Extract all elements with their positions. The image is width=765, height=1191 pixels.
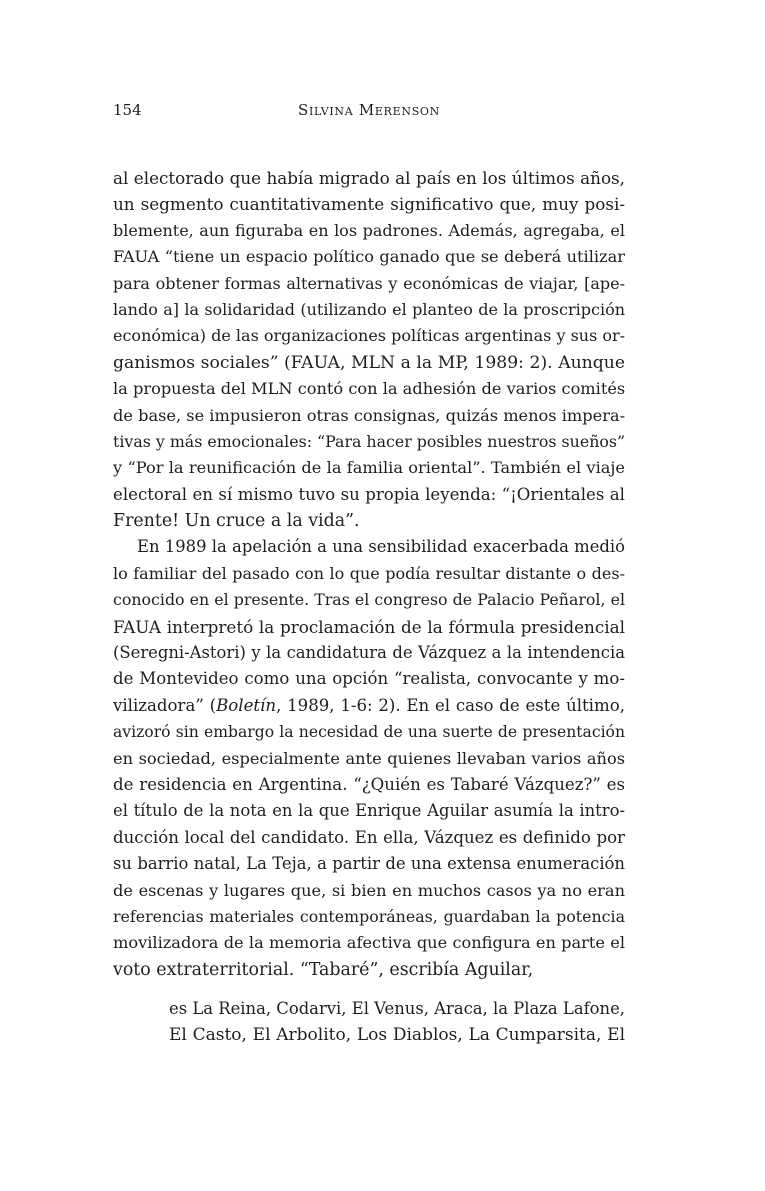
text-line	[113, 666, 625, 692]
text-segment: El Casto, El Arbolito, Los Diablos, La Cumparsita, El	[169, 1025, 625, 1046]
text-segment: de Montevideo como una opción “realista, convocante y mo-	[113, 669, 625, 689]
text-segment: es La Reina, Codarvi, El Venus, Araca, la Plaza Lafone,	[169, 999, 625, 1018]
text-segment: En 1989 la apelación a una sensibilidad exacerbada medió	[137, 537, 625, 557]
text-line	[113, 561, 625, 587]
text-line	[113, 719, 625, 745]
text-segment: de escenas y lugares que, si bien en muchos casos ya no eran	[113, 880, 625, 900]
text-segment: tivas y más emocionales: “Para hacer posibles nuestros sueños”	[113, 431, 626, 451]
text-segment: el título de la nota en la que Enrique Aguilar asumía la intro-	[113, 801, 625, 821]
text-segment: para obtener formas alternativas y económicas de viajar, [ape-	[113, 273, 625, 293]
text-line	[113, 455, 625, 481]
text-segment: referencias materiales contemporáneas, guardaban la potencia	[113, 906, 625, 926]
text-line	[113, 376, 625, 402]
text-line	[113, 904, 625, 930]
text-line	[113, 825, 625, 851]
text-line	[113, 957, 625, 983]
text-line	[113, 508, 625, 534]
text-segment: movilizadora de la memoria afectiva que configura en parte el	[113, 933, 625, 953]
text-segment: FAUA “tiene un espacio político ganado que se deberá utilizar	[113, 247, 625, 267]
text-segment: lo familiar del pasado con lo que podía resultar distante o des-	[113, 563, 625, 583]
text-segment: un segmento cuantitativamente significativo que, muy posi-	[113, 194, 625, 215]
text-segment: (Seregni-Astori) y la candidatura de Vázquez a la intendencia	[113, 643, 625, 663]
text-segment: en sociedad, especialmente ante quienes llevaban varios años	[113, 748, 625, 768]
text-line	[113, 772, 625, 798]
text-line	[113, 191, 625, 217]
text-line	[113, 693, 625, 719]
text-line	[113, 482, 625, 508]
text-segment: de residencia en Argentina. “¿Quién es Tabaré Vázquez?” es	[113, 774, 625, 794]
text-line	[113, 271, 625, 297]
text-line	[113, 878, 625, 904]
text-segment: y “Por la reunificación de la familia oriental”. También el viaje	[113, 458, 625, 478]
block-quote	[169, 996, 625, 1049]
text-segment: ducción local del candidato. En ella, Vázquez es definido por	[113, 827, 625, 847]
text-segment: conocido en el presente. Tras el congreso de Palacio Peñarol, el	[113, 590, 625, 610]
text-line	[113, 323, 625, 349]
running-head: Silvina Merenson	[298, 101, 440, 119]
text-segment: , 1989, 1-6: 2). En el caso de este último,	[276, 695, 625, 715]
text-segment: económica) de las organizaciones políticas argentinas y sus or-	[113, 326, 626, 346]
text-segment: electoral en sí mismo tuvo su propia leyenda: “¡Orientales al	[113, 484, 625, 504]
page-number: 154	[113, 101, 142, 119]
text-segment: Frente! Un cruce a la vida”.	[113, 511, 360, 532]
page-header	[113, 100, 625, 122]
text-line	[113, 587, 625, 613]
text-segment: la propuesta del MLN contó con la adhesión de varios comités	[113, 379, 626, 399]
text-segment: vilizadora” (	[113, 695, 217, 715]
body-text	[113, 165, 625, 983]
text-segment: al electorado que había migrado al país en los últimos años,	[113, 168, 625, 188]
text-line	[113, 798, 625, 824]
text-line	[113, 165, 625, 191]
text-line	[113, 614, 625, 640]
text-line	[113, 429, 625, 455]
quote-line	[169, 1022, 625, 1048]
text-segment: avizoró sin embargo la necesidad de una suerte de presentación	[113, 723, 625, 742]
text-line	[113, 746, 625, 772]
text-line	[113, 930, 625, 956]
text-segment: blemente, aun figuraba en los padrones. Además, agregaba, el	[113, 220, 625, 240]
text-line	[113, 244, 625, 270]
text-segment: de base, se impusieron otras consignas, quizás menos impera-	[113, 405, 626, 425]
text-segment: lando a] la solidaridad (utilizando el planteo de la proscripción	[113, 299, 625, 319]
quote-line	[169, 996, 625, 1022]
text-line	[113, 403, 625, 429]
text-line	[113, 218, 625, 244]
text-line	[113, 640, 625, 666]
text-segment: voto extraterritorial. “Tabaré”, escribía Aguilar,	[113, 959, 534, 980]
text-segment: FAUA interpretó la proclamación de la fórmula presidencial	[113, 616, 625, 637]
text-line	[113, 350, 625, 376]
text-line	[113, 851, 625, 877]
text-segment: su barrio natal, La Teja, a partir de una extensa enumeración	[113, 854, 625, 874]
italic-title: Boletín	[216, 695, 277, 715]
text-line	[113, 297, 625, 323]
text-segment: ganismos sociales” (FAUA, MLN a la MP, 1989: 2). Aunque	[113, 352, 625, 373]
text-line	[113, 534, 625, 560]
